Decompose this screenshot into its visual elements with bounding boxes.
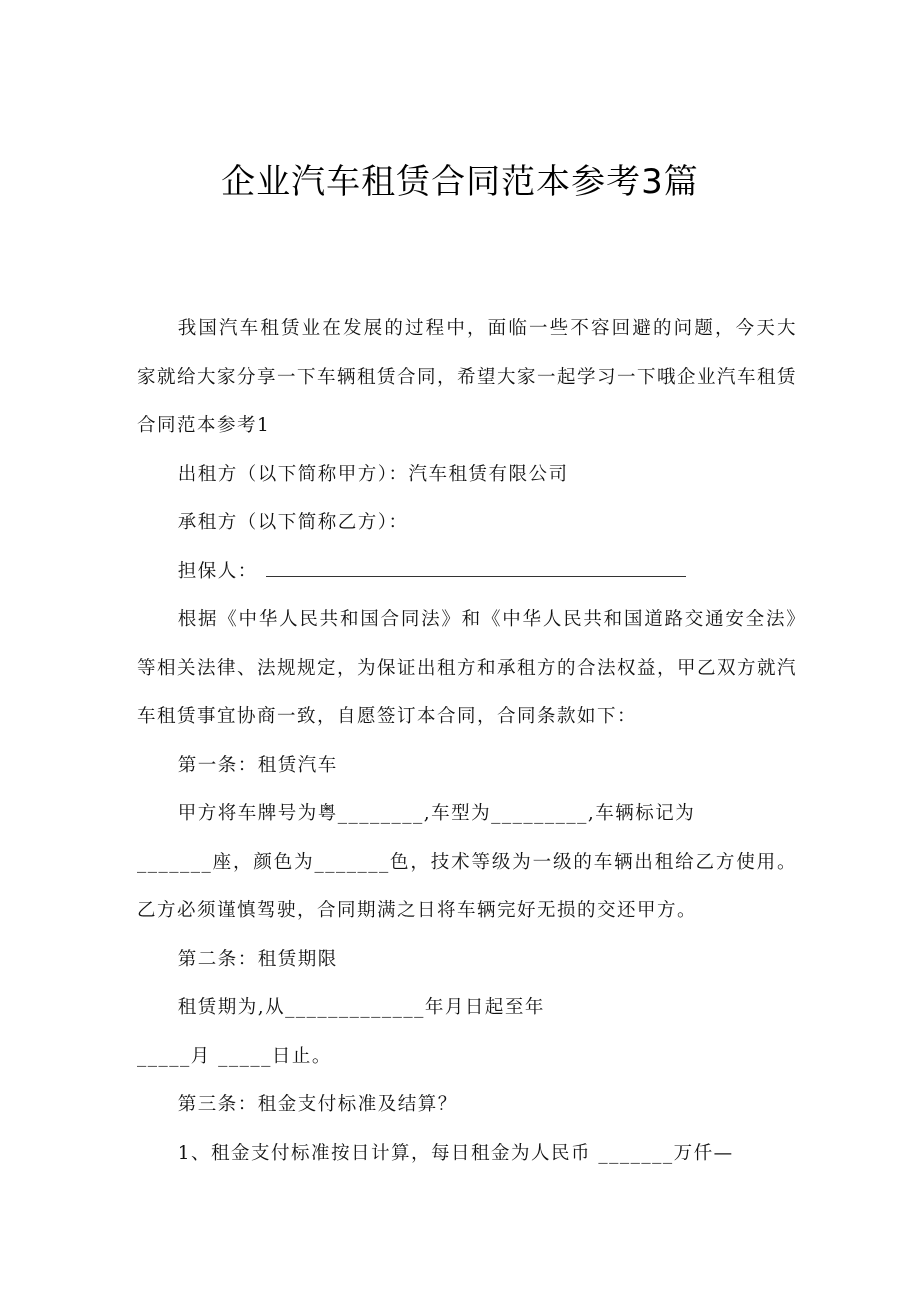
article2-line2: _____月 _____日止。 [137, 1045, 332, 1067]
basis-paragraph: 根据《中华人民共和国合同法》和《中华人民共和国道路交通安全法》等相关法律、法规规定，为保证出租方和承租方的合法权益，甲乙双方就汽车租赁事宜协商一致，自愿签订本合同，合同条款如下： [137, 609, 798, 727]
article3-item1: 1、租金支付标准按日计算，每日租金为人民币 _______万仟— [177, 1142, 734, 1164]
guarantor-line [137, 548, 797, 597]
guarantor-blank [266, 564, 686, 577]
article2-title: 第二条：租赁期限 [177, 948, 338, 970]
article1-title: 第一条：租赁汽车 [177, 754, 338, 776]
document-body [137, 305, 797, 1178]
guarantor-label: 担保人： [177, 560, 258, 582]
article3-title: 第三条：租金支付标准及结算？ [177, 1094, 458, 1115]
article1-line1: 甲方将车牌号为粤________,车型为_________,车辆标记为 [177, 803, 696, 824]
document-title: 企业汽车租赁合同范本参考3篇 [221, 162, 699, 202]
article1-line2: _______座，颜色为_______色，技术等级为一级的车辆出租给乙方使用。乙方必须谨慎驾驶，合同期满之日将车辆完好无损的交还甲方。 [137, 851, 797, 921]
lessor-line: 出租方（以下简称甲方）：汽车租赁有限公司 [177, 463, 569, 485]
article2-line1: 租赁期为,从_____________年月日起至年 [177, 997, 545, 1018]
intro-paragraph: 我国汽车租赁业在发展的过程中，面临一些不容回避的问题，今天大家就给大家分享一下车辆租赁合同，希望大家一起学习一下哦企业汽车租赁合同范本参考1 [137, 318, 798, 436]
lessee-line: 承租方（以下简称乙方）： [177, 512, 409, 533]
